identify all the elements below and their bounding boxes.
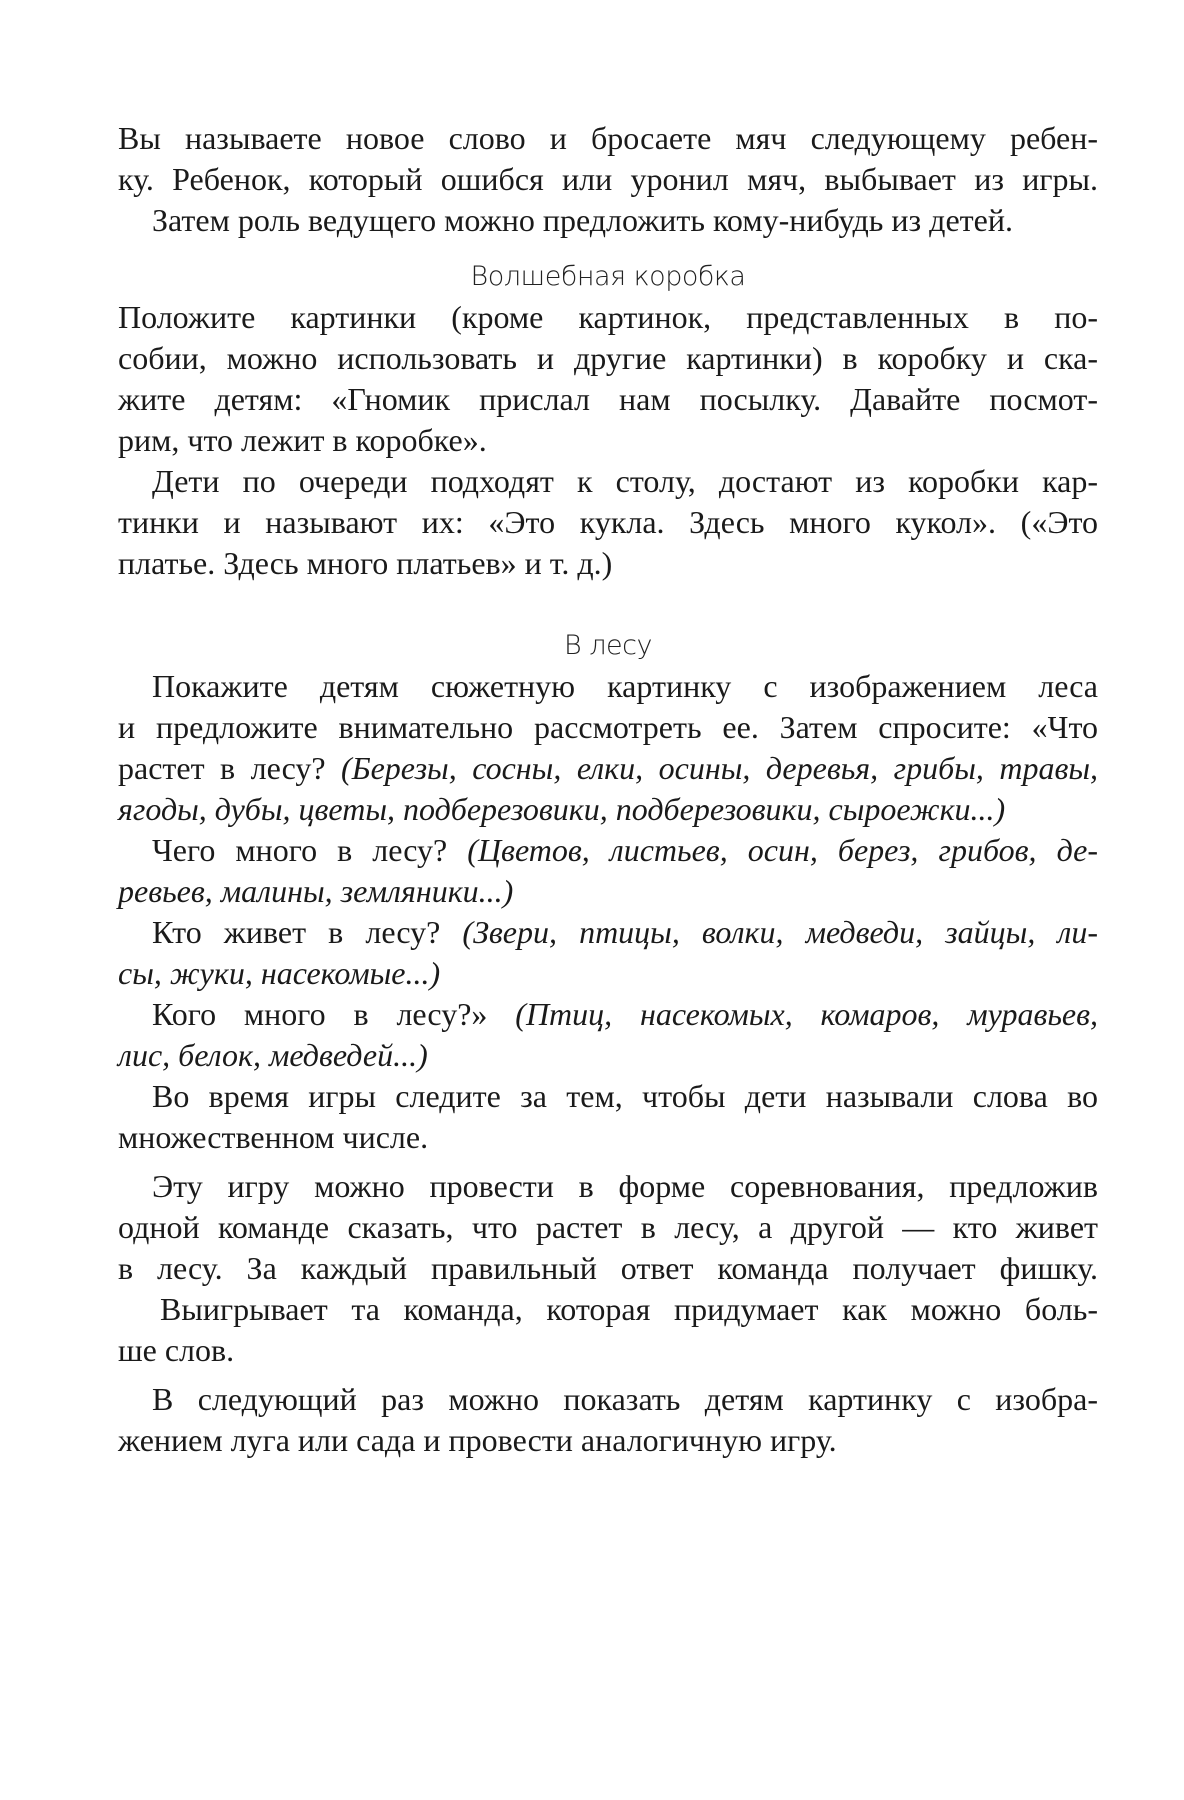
question-text: Кого много в лесу?» — [152, 996, 516, 1032]
text-line: Эту игру можно провести в форме соревнования, предложив — [152, 1168, 1098, 1204]
text-line: рим, что лежит в коробке». — [118, 422, 487, 458]
text-line: лис, белок, медведей...) — [118, 1037, 428, 1073]
text-line: тинки и называют их: «Это кукла. Здесь много кукол». («Это — [118, 504, 1098, 540]
paragraph — [118, 1379, 1098, 1461]
paragraph — [118, 1289, 1098, 1371]
document-page — [118, 118, 1098, 1461]
question-text: Чего много в лесу? — [152, 832, 468, 868]
text-line: ку. Ребенок, который ошибся или уронил мяч, выбывает из игры. — [118, 161, 1098, 197]
text-line — [118, 748, 1098, 789]
text-line: ягоды, дубы, цветы, подберезовики, подберезовики, сыроежки...) — [118, 791, 1006, 827]
text-line: Покажите детям сюжетную картинку с изображением леса — [152, 668, 1098, 704]
paragraph — [118, 297, 1098, 461]
paragraph — [118, 1076, 1098, 1158]
text-line: платье. Здесь много платьев» и т. д.) — [118, 545, 613, 581]
paragraph — [118, 830, 1098, 912]
paragraph — [118, 994, 1098, 1076]
text-line: Выигрывает та команда, которая придумает как можно боль- — [160, 1291, 1098, 1327]
text-line: и предложите внимательно рассмотреть ее. Затем спросите: «Что — [118, 709, 1098, 745]
text-line: В следующий раз можно показать детям картинку с изобра- — [152, 1381, 1098, 1417]
text-line: жите детям: «Гномик прислал нам посылку. Давайте посмот- — [118, 381, 1098, 417]
text-line: сы, жуки, насекомые...) — [118, 955, 441, 991]
text-line: одной команде сказать, что растет в лесу, а другой — кто живет — [118, 1209, 1098, 1245]
text-line: Дети по очереди подходят к столу, достают из коробки кар- — [152, 463, 1098, 499]
answer-text: (Звери, птицы, волки, медведи, зайцы, ли- — [462, 914, 1099, 950]
text-line: Во время игры следите за тем, чтобы дети называли слова во — [152, 1078, 1098, 1114]
text-line: собии, можно использовать и другие картинки) в коробку и ска- — [118, 340, 1098, 376]
intro-paragraph — [118, 118, 1098, 241]
answer-text: (Птиц, насекомых, комаров, муравьев, — [515, 996, 1099, 1032]
text-line: множественном числе. — [118, 1119, 429, 1155]
question-text: Кто живет в лесу? — [152, 914, 463, 950]
text-line: Затем роль ведущего можно предложить кому-нибудь из детей. — [152, 202, 1013, 238]
text-line: Вы называете новое слово и бросаете мяч следующему ребен- — [118, 120, 1098, 156]
answer-text: (Цветов, листьев, осин, берез, грибов, де- — [467, 832, 1098, 868]
text-line — [118, 830, 1098, 871]
answer-text: (Березы, сосны, елки, осины, деревья, грибы, травы, — [341, 750, 1098, 786]
text-line — [118, 994, 1098, 1035]
paragraph — [118, 912, 1098, 994]
text-line: жением луга или сада и провести аналогичную игру. — [118, 1422, 837, 1458]
text-line: ше слов. — [118, 1332, 235, 1368]
section-heading-in-forest: В лесу — [564, 630, 652, 661]
text-line: в лесу. За каждый правильный ответ команда получает фишку. — [118, 1250, 1098, 1286]
paragraph — [118, 461, 1098, 584]
section-heading-magic-box: Волшебная коробка — [470, 261, 746, 292]
paragraph — [118, 666, 1098, 830]
question-text: растет в лесу? — [118, 750, 342, 786]
text-line — [118, 912, 1098, 953]
paragraph — [118, 1166, 1098, 1289]
text-line: Положите картинки (кроме картинок, представленных в по- — [118, 299, 1098, 335]
text-line: ревьев, малины, земляники...) — [118, 873, 514, 909]
